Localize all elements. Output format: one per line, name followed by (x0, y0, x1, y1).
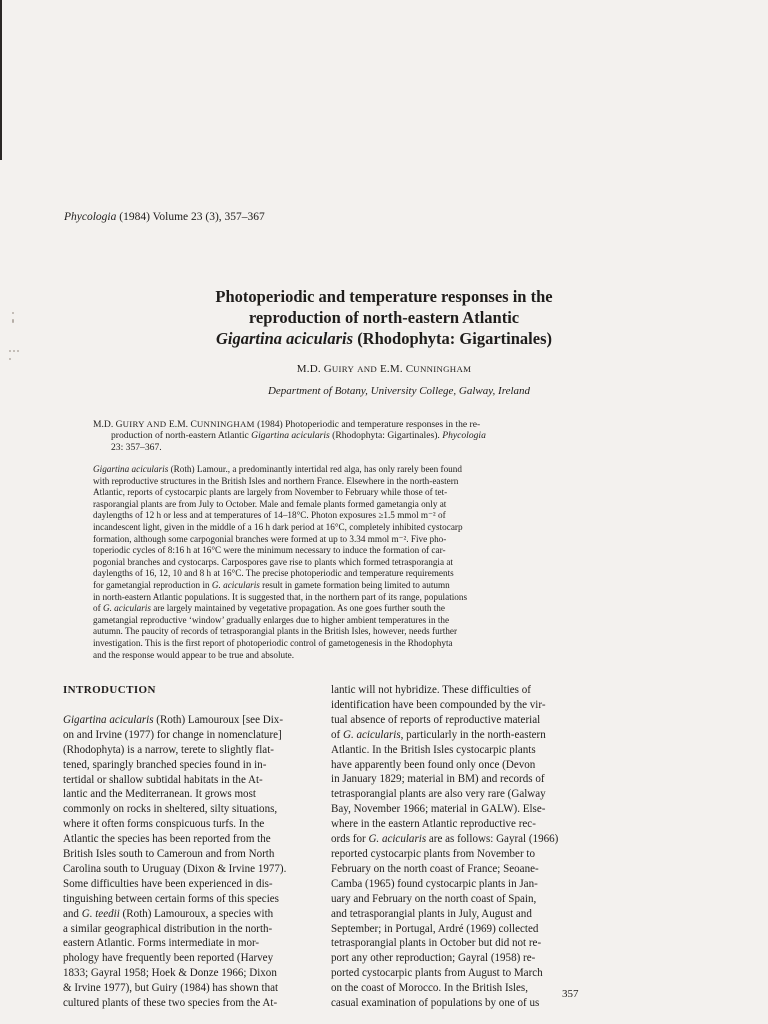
text-line (63, 936, 315, 951)
text-line (93, 510, 703, 522)
text-line (331, 832, 585, 847)
text-segment: Atlantic, reports of cystocarpic plants are largely from November to February while those of tet- (93, 487, 448, 498)
text-segment: tened, sparingly branched species found in in- (63, 758, 267, 771)
author-2-surname: UNNINGHAM (413, 364, 472, 374)
abstract-body (93, 464, 703, 661)
text-line (93, 615, 703, 627)
text-segment: result in gamete formation being limited to autumn (259, 579, 450, 590)
article-title (0, 286, 768, 349)
text-line (63, 847, 315, 862)
text-line (93, 568, 703, 580)
title-line-2: reproduction of north-eastern Atlantic (248, 308, 520, 327)
section-heading-introduction: INTRODUCTION (63, 684, 156, 696)
text-segment: (Roth) Lamouroux [see Dix- (153, 713, 283, 726)
text-line (63, 981, 315, 996)
scan-edge-mark (0, 0, 2, 160)
italic-species-name: G. teedii (81, 907, 120, 920)
text-line (63, 951, 315, 966)
text-segment: (Roth) Lamouroux, a species with (119, 907, 274, 920)
text-line (93, 626, 703, 638)
text-line (93, 499, 703, 511)
text-segment: and the response would appear to be true and absolute. (93, 649, 295, 660)
text-segment: casual examination of populations by one of us (331, 997, 540, 1010)
text-segment: September; in Portugal, Ardré (1969) collected (331, 922, 539, 935)
text-line (331, 847, 585, 862)
text-line (63, 787, 315, 802)
text-line (331, 907, 585, 922)
text-segment: and (63, 907, 82, 920)
text-segment: February on the north coast of France; Seoane- (331, 862, 539, 875)
text-line (331, 862, 585, 877)
text-segment: gametangial reproductive ‘window’ gradually enlarges due to higher ambient temperatures in the (93, 614, 450, 625)
right-column (331, 683, 585, 1011)
title-taxonomy: (Rhodophyta: Gigartinales) (353, 329, 552, 348)
text-line (63, 966, 315, 981)
italic-species-name: Gigartina acicularis (93, 464, 169, 474)
text-segment: formation, although some carpogonial branches were formed at up to 3.34 mmol m⁻². Five pho- (93, 533, 447, 544)
text-segment: tinguishing between certain forms of this species (63, 892, 279, 905)
text-line (93, 557, 703, 569)
text-line (63, 907, 315, 922)
text-line (331, 981, 585, 996)
text-segment: rasporangial plants are from July to October. Male and female plants formed gametangia only at (93, 498, 447, 509)
text-line (331, 966, 585, 981)
text-line (331, 951, 585, 966)
author-affiliation: Department of Botany, University College, Galway, Ireland (267, 385, 531, 397)
text-line (63, 743, 315, 758)
text-segment: Atlantic the species has been reported from the (63, 833, 271, 846)
text-segment: uary and February on the north coast of Spain, (331, 892, 537, 905)
text-line (331, 728, 585, 743)
text-line (331, 743, 585, 758)
text-line (331, 802, 585, 817)
ref-title-middle: production of north-eastern Atlantic (111, 430, 252, 442)
text-segment: eastern Atlantic. Forms intermediate in mor- (63, 937, 260, 950)
text-segment: cultured plants of these two species from the At- (63, 997, 278, 1010)
text-line (63, 862, 315, 877)
text-line (331, 772, 585, 787)
abstract-citation-line (93, 419, 703, 430)
text-segment: commonly on rocks in sheltered, silty situations, (63, 803, 278, 816)
author-2-initials: E.M. C (380, 363, 414, 375)
italic-species-name: G. acicularis (368, 833, 427, 846)
text-segment: , particularly in the north-eastern (400, 728, 546, 741)
text-segment: Bay, November 1966; material in GALW). Else- (331, 803, 546, 816)
ref-species-name: Gigartina acicularis (251, 430, 330, 442)
title-species-name: Gigartina acicularis (216, 329, 354, 348)
page-number: 357 (562, 988, 579, 1000)
text-segment: where in the eastern Atlantic reproductive rec- (331, 818, 536, 831)
text-segment: daylengths of 16, 12, 10 and 8 h at 16°C. The precise photoperiodic and temperature requirements (93, 568, 454, 579)
text-segment: 1833; Gayral 1958; Hoek & Donze 1966; Dixon (63, 967, 277, 980)
journal-volume-pages: (1984) Volume 23 (3), 357–367 (116, 211, 265, 223)
text-line (63, 713, 315, 728)
text-line (331, 936, 585, 951)
text-segment: of (93, 603, 103, 614)
text-segment: on the coast of Morocco. In the British Isles, (331, 982, 528, 995)
text-line (63, 817, 315, 832)
journal-name: Phycologia (64, 211, 117, 223)
text-segment: in January 1829; material in BM) and records of (331, 773, 545, 786)
text-line (331, 683, 585, 698)
ref-author-1-surname: UIRY AND (122, 419, 167, 429)
text-segment: British Isles south to Cameroun and from North (63, 848, 275, 861)
text-segment: autumn. The paucity of records of tetrasporangial plants in the British Isles, however, needs further (93, 626, 458, 637)
text-segment: are as follows: Gayral (1966) (426, 833, 559, 846)
text-segment: toperiodic cycles of 8:16 h at 16°C were the minimum necessary to induce the formation of car- (93, 545, 446, 556)
text-segment: tertidal or shallow subtidal habitats in the At- (63, 773, 263, 786)
text-line (331, 996, 585, 1011)
text-segment: lantic and the Mediterranean. It grows most (63, 788, 256, 801)
italic-species-name: Gigartina acicularis (63, 713, 154, 726)
text-line (331, 892, 585, 907)
text-segment: pogonial branches and cystocarps. Carpospores gave rise to plants which formed tetrasporangia at (93, 556, 453, 567)
text-segment: a similar geographical distribution in the north- (63, 922, 273, 935)
text-line (93, 580, 703, 592)
author-conjunction: AND (357, 364, 378, 374)
abstract-citation (93, 419, 703, 453)
text-segment: on and Irvine (1977) for change in nomenclature] (63, 728, 282, 741)
title-line-1: Photoperiodic and temperature responses in the (215, 287, 553, 306)
ref-title-end: (Rhodophyta: Gigartinales). (329, 430, 443, 442)
text-line (331, 698, 585, 713)
text-segment: are largely maintained by vegetative propagation. As one goes further south the (150, 603, 445, 614)
text-segment: & Irvine 1977), but Guiry (1984) has shown that (63, 982, 279, 995)
text-line (331, 787, 585, 802)
text-segment: in north-eastern Atlantic populations. It is suggested that, in the northern part of its range, populations (93, 591, 468, 602)
author-list (0, 363, 768, 375)
text-line (63, 728, 315, 743)
text-segment: and tetrasporangial plants in July, August and (331, 907, 532, 920)
text-segment: reported cystocarpic plants from November to (331, 847, 535, 860)
ref-title-start: (1984) Photoperiodic and temperature responses in the re- (254, 419, 481, 430)
text-segment: Camba (1965) found cystocarpic plants in Jan- (331, 877, 538, 890)
text-line (331, 877, 585, 892)
ref-author-2-surname: UNNINGHAM (196, 419, 255, 429)
italic-species-name: G. acicularis (102, 603, 151, 614)
italic-species-name: G. acicularis (342, 728, 401, 741)
text-line (93, 603, 703, 615)
author-1-initials: M.D. G (296, 363, 332, 375)
text-line (331, 817, 585, 832)
text-segment: Atlantic. In the British Isles cystocarpic plants (331, 743, 536, 756)
text-segment: investigation. This is the first report of photoperiodic control of gametogenesis in the Rhodophyta (93, 637, 453, 648)
text-line (93, 534, 703, 546)
ref-author-1-initials: M.D. G (93, 419, 123, 430)
text-segment: daylengths of 12 h or less and at temperatures of 14–18°C. Photon exposures ≥1.5 mmol m⁻² of (93, 510, 446, 521)
text-line (331, 758, 585, 773)
text-line (93, 464, 703, 476)
author-1-surname: UIRY (331, 364, 355, 374)
text-segment: where it often forms conspicuous turfs. In the (63, 818, 265, 831)
text-segment: ported cystocarpic plants from August to March (331, 967, 543, 980)
text-line (63, 832, 315, 847)
text-line (63, 877, 315, 892)
title-line-3 (0, 328, 768, 349)
text-line (331, 922, 585, 937)
text-line (93, 522, 703, 534)
text-line (63, 996, 315, 1011)
ref-author-2-initials: E.M. C (166, 419, 197, 430)
text-segment: port any other reproduction; Gayral (1958) re- (331, 952, 536, 965)
text-segment: (Rhodophyta) is a narrow, terete to slightly flat- (63, 743, 274, 756)
text-segment: for gametangial reproduction in (93, 579, 212, 590)
text-segment: have apparently been found only once (Devon (331, 758, 536, 771)
text-line (93, 638, 703, 650)
text-segment: incandescent light, given in the middle of a 16 h dark period at 16°C, completely inhibited cystocarp (93, 521, 463, 532)
text-segment: with reproductive structures in the British Isles and northern France. Elsewhere in the north-eastern (93, 475, 459, 486)
text-line (93, 487, 703, 499)
text-line (93, 650, 703, 662)
text-line (331, 713, 585, 728)
text-segment: tetrasporangial plants are also very rare (Galway (331, 788, 546, 801)
text-line (93, 592, 703, 604)
abstract-citation-line (93, 430, 703, 441)
ref-journal-name: Phycologia (442, 430, 486, 442)
text-segment: Some difficulties have been experienced in dis- (63, 877, 273, 890)
text-segment: of (331, 728, 343, 741)
text-segment: tetrasporangial plants in October but did not re- (331, 937, 542, 950)
journal-citation (64, 211, 265, 223)
text-segment: identification have been compounded by the vir- (331, 698, 546, 711)
text-line (63, 892, 315, 907)
left-column-body (63, 713, 315, 1011)
abstract-citation-line: 23: 357–367. (111, 441, 162, 453)
text-line (63, 758, 315, 773)
text-line (63, 922, 315, 937)
text-segment: tual absence of reports of reproductive material (331, 713, 541, 726)
text-line (93, 545, 703, 557)
text-line (63, 773, 315, 788)
left-column (63, 683, 315, 1011)
text-segment: phology have frequently been reported (Harvey (63, 952, 274, 965)
text-segment: (Roth) Lamour., a predominantly intertidal red alga, has only rarely been found (168, 464, 462, 474)
text-segment: lantic will not hybridize. These difficulties of (331, 684, 531, 696)
italic-species-name: G. acicularis (211, 579, 260, 590)
text-segment: Carolina south to Uruguay (Dixon & Irvine 1977). (63, 862, 287, 875)
text-segment: ords for (331, 833, 369, 846)
text-line (93, 476, 703, 488)
text-line (63, 802, 315, 817)
